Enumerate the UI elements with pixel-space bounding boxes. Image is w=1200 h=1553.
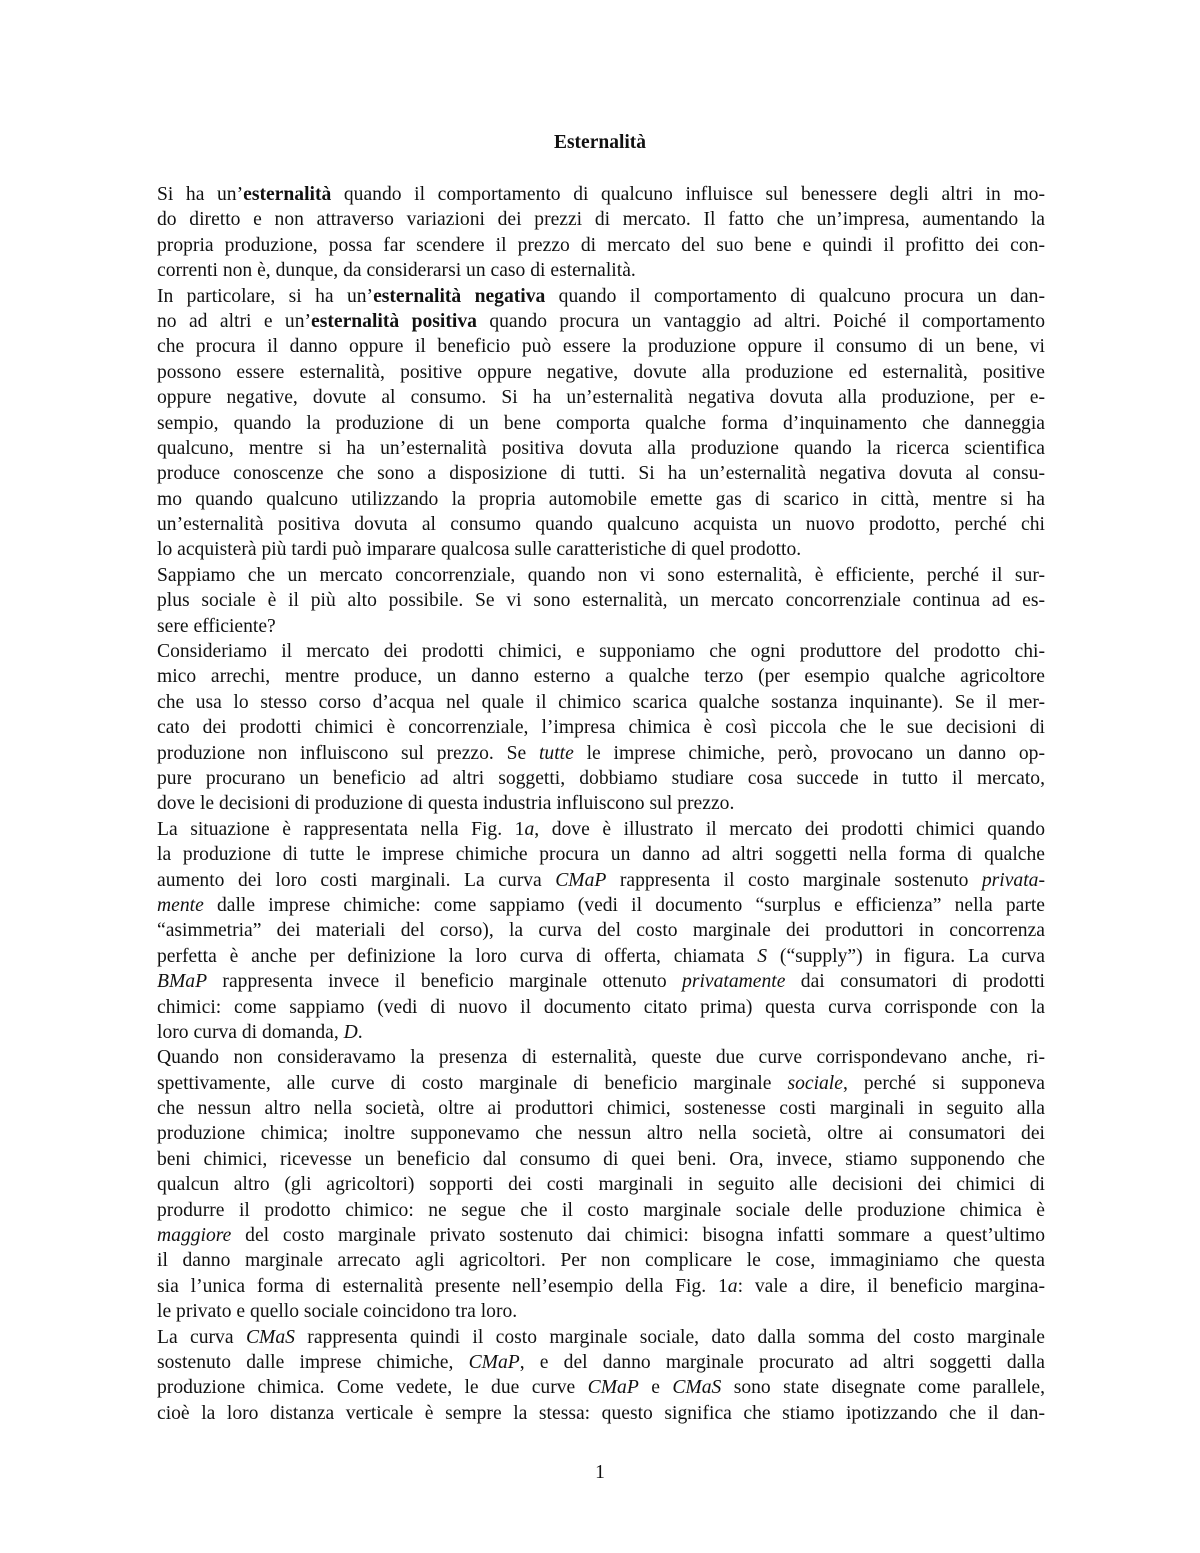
italic-term: CMaS — [245, 1326, 295, 1348]
text-line — [157, 944, 1045, 969]
text-line: che nessun altro nella società, oltre ai produttori chimici, sostenesse costi marginali in seguito alla — [157, 1098, 1045, 1120]
text-run: , e del danno marginale procurato ad altri soggetti dalla — [519, 1351, 1045, 1373]
paragraph-chemical-market — [157, 639, 1045, 817]
text-line: propria produzione, possa far scendere il prezzo di mercato del suo bene e quindi il profitto dei con- — [157, 234, 1045, 256]
italic-term: mente — [157, 894, 204, 916]
text-run: In particolare, si ha un’ — [157, 285, 374, 307]
text-line: produrre il prodotto chimico: ne segue che il costo marginale sociale delle produzione chimica è — [157, 1199, 1045, 1221]
text-run: e — [638, 1377, 673, 1399]
paragraph-definition — [157, 182, 1045, 284]
text-line: correnti non è, dunque, da considerarsi un caso di esternalità. — [157, 260, 636, 282]
text-run: dai consumatori di prodotti — [785, 971, 1045, 993]
text-run: (“supply”) in figura. La curva — [767, 945, 1045, 967]
text-line: il danno marginale arrecato agli agricoltori. Per non complicare le cose, immaginiamo che questa — [157, 1250, 1045, 1272]
text-line: la produzione di tutte le imprese chimiche procura un danno ad altri soggetti nella forma di qualche — [157, 844, 1045, 866]
italic-term: CMaS — [672, 1377, 722, 1399]
text-line — [157, 284, 1045, 309]
bold-term: esternalità positiva — [311, 310, 477, 332]
paragraph-social-cost — [157, 1045, 1045, 1324]
text-run: sostenuto dalle imprese chimiche, — [157, 1351, 469, 1373]
italic-term: maggiore — [157, 1225, 232, 1247]
text-line: le privato e quello sociale coincidono tra loro. — [157, 1301, 518, 1323]
italic-term: privatamente — [682, 971, 786, 993]
italic-term: CMaP — [587, 1377, 639, 1399]
bold-term: esternalità — [243, 184, 332, 205]
document-body — [157, 182, 1045, 1426]
text-line — [157, 741, 1045, 766]
text-run: rappresenta invece il beneficio marginale ottenuto — [207, 971, 683, 993]
italic-term: sociale — [787, 1072, 843, 1094]
text-run: loro curva di domanda, — [157, 1021, 344, 1043]
text-run: Si ha un’ — [157, 184, 244, 205]
text-line: chimici: come sappiamo (vedi di nuovo il documento citato prima) questa curva corrisponde con la — [157, 996, 1045, 1018]
text-run: . — [357, 1021, 363, 1043]
italic-term: tutte — [538, 742, 574, 764]
paragraph-figure-description — [157, 817, 1045, 1046]
paragraph-cmas-curve — [157, 1325, 1045, 1427]
text-line — [157, 817, 1045, 842]
text-line: “asimmetria” dei materiali del corso), la curva del costo marginale dei produttori in concorrenza — [157, 920, 1045, 942]
text-run: , perché si supponeva — [842, 1072, 1046, 1094]
text-run: quando il comportamento di qualcuno procura un dan- — [545, 285, 1045, 307]
text-line: dove le decisioni di produzione di questa industria influiscono sul prezzo. — [157, 793, 735, 815]
text-line: produzione chimica; inoltre supponevamo che nessun altro nella società, oltre ai consumatori dei — [157, 1123, 1045, 1145]
paragraph-negative-positive — [157, 284, 1045, 563]
text-line: mo quando qualcuno utilizzando la propria automobile emette gas di scarico in città, mentre si ha — [157, 488, 1045, 510]
text-line — [157, 1274, 1045, 1299]
text-run: del costo marginale privato sostenuto dai chimici: bisogna infatti sommare a quest’ultimo — [231, 1225, 1045, 1247]
text-line: che usa lo stesso corso d’acqua nel quale il chimico scarica qualche sostanza inquinante). Se il mer- — [157, 691, 1045, 713]
text-line: Consideriamo il mercato dei prodotti chimici, e supponiamo che ogni produttore del prodotto chi- — [157, 641, 1045, 663]
text-run: dalle imprese chimiche: come sappiamo (vedi il documento “surplus e efficienza” nella parte — [203, 894, 1045, 916]
text-line — [157, 1350, 1045, 1375]
page-number: 1 — [595, 1462, 605, 1483]
text-line: lo acquisterà più tardi può imparare qualcosa sulle caratteristiche di quel prodotto. — [157, 539, 802, 561]
text-line: Sappiamo che un mercato concorrenziale, quando non vi sono esternalità, è efficiente, perché il sur- — [157, 564, 1045, 586]
text-run: quando procura un vantaggio ad altri. Poiché il comportamento — [476, 310, 1045, 332]
text-line — [157, 868, 1045, 893]
italic-term: D — [343, 1021, 358, 1043]
bold-term: esternalità negativa — [373, 285, 546, 307]
text-run: sia l’unica forma di esternalità presente nell’esempio della Fig. 1 — [157, 1275, 728, 1297]
italic-term: S — [757, 945, 768, 967]
text-line: do diretto e non attraverso variazioni dei prezzi di mercato. Il fatto che un’impresa, aumentando la — [157, 209, 1045, 231]
text-line — [157, 969, 1045, 994]
text-run: produzione non influiscono sul prezzo. Se — [157, 742, 539, 764]
italic-term: privata- — [981, 869, 1045, 891]
text-line — [157, 1223, 1045, 1248]
italic-term: a — [524, 818, 535, 840]
text-line: cato dei prodotti chimici è concorrenziale, l’impresa chimica è così piccola che le sue decisioni di — [157, 717, 1045, 739]
text-run: sono state disegnate come parallele, — [721, 1377, 1046, 1399]
paragraph-efficiency-question — [157, 563, 1045, 639]
text-line — [157, 893, 1045, 918]
text-run: produzione chimica. Come vedete, le due curve — [157, 1377, 588, 1399]
italic-term: a — [727, 1275, 738, 1297]
text-line: qualcun altro (gli agricoltori) sopporti dei costi marginali in seguito alle decisioni dei chimici di — [157, 1174, 1045, 1196]
text-run: : vale a dire, il beneficio margina- — [737, 1275, 1045, 1297]
text-run: , dove è illustrato il mercato dei prodotti chimici quando — [534, 818, 1045, 840]
text-line: qualcuno, mentre si ha un’esternalità positiva dovuta alla produzione quando la ricerca scientifica — [157, 437, 1045, 459]
text-line — [157, 1325, 1045, 1350]
italic-term: BMaP — [157, 971, 208, 993]
text-run: La curva — [157, 1326, 246, 1348]
text-line: mico arrechi, mentre produce, un danno esterno a qualche terzo (per esempio qualche agricoltore — [157, 666, 1045, 688]
text-run: no ad altri e un’ — [157, 310, 312, 332]
text-line: oppure negative, dovute al consumo. Si ha un’esternalità negativa dovuta alla produzione, per e- — [157, 387, 1045, 409]
text-line: pure procurano un beneficio ad altri soggetti, dobbiamo studiare cosa succede in tutto il mercato, — [157, 767, 1045, 789]
text-line — [157, 309, 1045, 334]
text-line — [157, 1071, 1045, 1096]
text-line: sempio, quando la produzione di un bene comporta qualche forma d’inquinamento che danneggia — [157, 412, 1045, 434]
text-line — [157, 1375, 1045, 1400]
italic-term: CMaP — [468, 1351, 520, 1373]
text-line: produce conoscenze che sono a disposizione di tutti. Si ha un’esternalità negativa dovuta al consu- — [157, 463, 1045, 485]
text-line: plus sociale è il più alto possibile. Se vi sono esternalità, un mercato concorrenziale continua ad es- — [157, 590, 1045, 612]
text-run: rappresenta il costo marginale sostenuto — [606, 869, 982, 891]
page-title: Esternalità — [553, 132, 647, 153]
text-line: beni chimici, ricevesse un beneficio dal consumo di quei beni. Ora, invece, stiamo supponendo che — [157, 1148, 1045, 1170]
italic-term: CMaP — [555, 869, 607, 891]
text-run: spettivamente, alle curve di costo marginale di beneficio marginale — [157, 1072, 788, 1094]
text-line: che procura il danno oppure il beneficio può essere la produzione oppure il consumo di un bene, vi — [157, 336, 1045, 358]
text-line: possono essere esternalità, positive oppure negative, dovute alla produzione ed esternalità, positive — [157, 361, 1045, 383]
text-line — [157, 182, 1045, 207]
text-line — [157, 1020, 1045, 1045]
text-run: aumento dei loro costi marginali. La curva — [157, 869, 556, 891]
text-line: cioè la loro distanza verticale è sempre la stessa: questo significa che stiamo ipotizzando che il dan- — [157, 1402, 1045, 1424]
text-run: rappresenta quindi il costo marginale sociale, dato dalla somma del costo marginale — [294, 1326, 1045, 1348]
text-run: perfetta è anche per definizione la loro curva di offerta, chiamata — [157, 945, 758, 967]
text-run: le imprese chimiche, però, provocano un danno op- — [573, 742, 1045, 764]
text-run: quando il comportamento di qualcuno influisce sul benessere degli altri in mo- — [331, 184, 1046, 205]
text-line: Quando non consideravamo la presenza di esternalità, queste due curve corrispondevano anche, ri- — [157, 1047, 1045, 1069]
text-line: un’esternalità positiva dovuta al consumo quando qualcuno acquista un nuovo prodotto, perché chi — [157, 514, 1045, 536]
text-line: sere efficiente? — [157, 615, 276, 637]
text-run: La situazione è rappresentata nella Fig. 1 — [157, 818, 525, 840]
